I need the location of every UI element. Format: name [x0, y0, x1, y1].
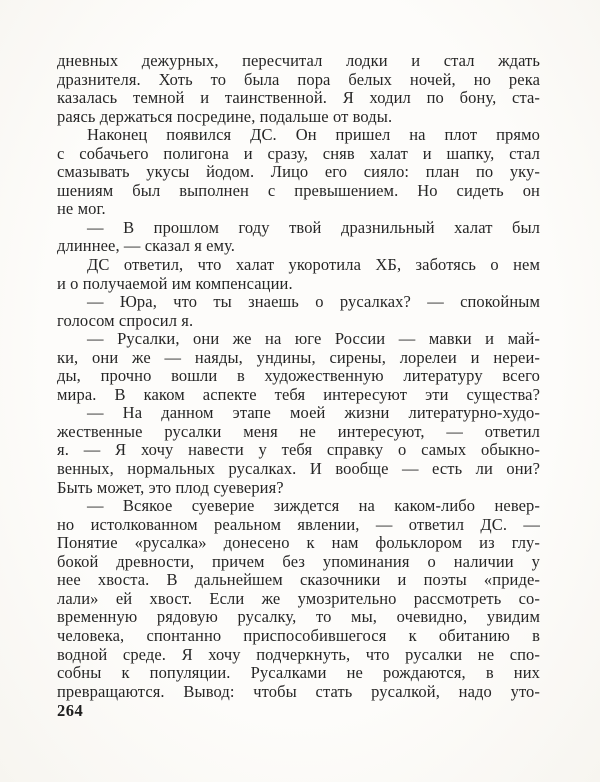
text-line: длиннее, — сказал я ему.	[57, 236, 236, 256]
text-line: раясь держаться посредине, подальше от воды.	[57, 106, 393, 126]
text-line: собны к популяции. Русалками не рождаются, в них	[57, 663, 540, 683]
text-line: смазывать укусы йодом. Лицо его сияло: план по уку-	[57, 162, 540, 182]
text-line: — На данном этапе моей жизни литературно-худо-	[87, 403, 540, 423]
text-line: — Юра, что ты знаешь о русалках? — спокойным	[87, 292, 540, 312]
text-line: временную рядовую русалку, то мы, очевидно, увидим	[57, 607, 540, 627]
text-line: я. — Я хочу навести у тебя справку о самых обыкно-	[57, 440, 540, 460]
text-line: лали» ей хвост. Если же умозрительно рассмотреть со-	[57, 588, 540, 608]
text-line: бокой древности, причем без упоминания о наличии у	[57, 551, 540, 571]
text-line: Наконец появился ДС. Он пришел на плот прямо	[87, 125, 540, 145]
text-line: голосом спросил я.	[57, 310, 194, 330]
text-line: мира. В каком аспекте тебя интересуют эти существа?	[57, 384, 540, 404]
text-line: Быть может, это плод суеверия?	[57, 477, 284, 497]
text-line: нее хвоста. В дальнейшем сказочники и поэты «приде-	[57, 570, 540, 590]
text-line: но истолкованном реальном явлении, — ответил ДС. —	[57, 514, 540, 534]
text-line: ДС ответил, что халат укоротила ХБ, заботясь о нем	[87, 255, 540, 275]
page-text-block	[57, 52, 540, 701]
text-line: с собачьего полигона и сразу, сняв халат и шапку, стал	[57, 143, 540, 163]
text-line: венных, нормальных русалках. И вообще — есть ли они?	[57, 459, 540, 479]
text-line: Понятие «русалка» донесено к нам фольклором из глу-	[57, 533, 540, 553]
text-line: дразнителя. Хоть то была пора белых ночей, но река	[57, 69, 540, 89]
text-line: — Русалки, они же на юге России — мавки и май-	[87, 329, 540, 349]
text-line: ки, они же — наяды, ундины, сирены, лорелеи и нереи-	[57, 347, 540, 367]
text-line: казалась темной и таинственной. Я ходил по бону, ста-	[57, 88, 540, 108]
text-line: водной среде. Я хочу подчеркнуть, что русалки не спо-	[57, 644, 540, 664]
text-line: жественные русалки меня не интересуют, — ответил	[57, 421, 540, 441]
text-line: ды, прочно вошли в художественную литературу всего	[57, 366, 540, 386]
page-number: 264	[57, 701, 84, 720]
text-line: превращаются. Вывод: чтобы стать русалкой, надо уто-	[57, 681, 540, 701]
text-line: человека, спонтанно приспособившегося к обитанию в	[57, 625, 540, 645]
text-line: — В прошлом году твой дразнильный халат был	[87, 217, 540, 237]
text-line: дневных дежурных, пересчитал лодки и стал ждать	[57, 51, 540, 70]
text-line: и о получаемой им компенсации.	[57, 273, 293, 293]
text-line: не мог.	[57, 199, 106, 219]
text-line: — Всякое суеверие зиждется на каком-либо невер-	[87, 496, 540, 516]
text-line: шениям был выполнен с превышением. Но сидеть он	[57, 180, 540, 200]
